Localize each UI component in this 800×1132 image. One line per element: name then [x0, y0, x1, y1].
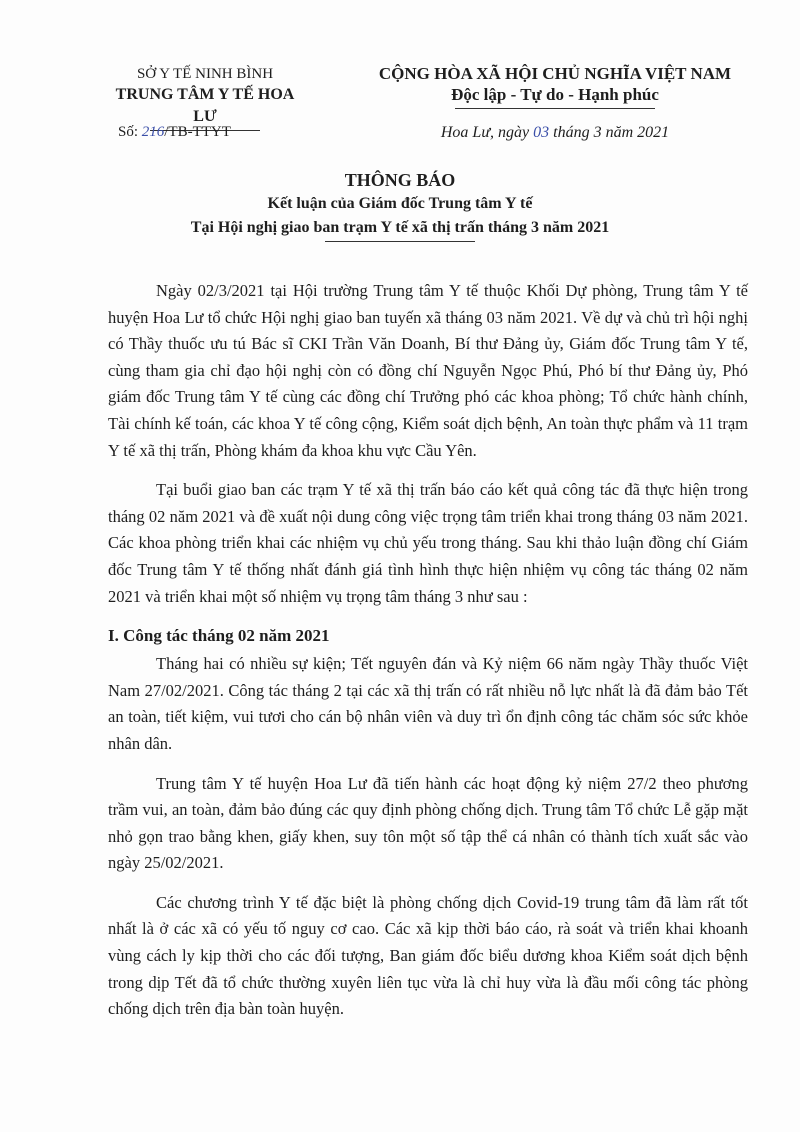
paragraph-anniversary: Trung tâm Y tế huyện Hoa Lư đã tiến hành các hoạt động kỷ niệm 27/2 theo phương trầm vui, an toàn, đảm bảo đúng các quy định phòng chống dịch. Trung tâm Tổ chức Lễ gặp mặt nhỏ gọn trao bằng khen, giấy khen, suy tôn một số tập thể cá nhân có thành tích xuất sắc vào ngày 25/02/2021.	[108, 773, 748, 873]
date-prefix: Hoa Lư, ngày	[440, 124, 530, 141]
document-title-block	[100, 168, 700, 242]
paragraph-february: Tháng hai có nhiều sự kiện; Tết nguyên đán và Kỷ niệm 66 năm ngày Thầy thuốc Việt Nam 27/02/2021. Công tác tháng 2 tại các xã thị trấn có rất nhiều nỗ lực nhất là đã đảm bảo Tết an toàn, tiết kiệm, vui tươi cho cán bộ nhân viên và duy trì ổn định công tác chăm sóc sức khỏe nhân dân.	[108, 654, 748, 753]
parent-agency: SỞ Y TẾ NINH BÌNH	[136, 66, 274, 82]
document-subtitle-2: Tại Hội nghị giao ban trạm Y tế xã thị trấn tháng 3 năm 2021	[190, 219, 610, 236]
document-date	[405, 124, 705, 142]
paragraph-covid: Các chương trình Y tế đặc biệt là phòng chống dịch Covid-19 trung tâm đã làm rất tốt nhất là ở các xã có yếu tố nguy cơ cao. Các xã kịp thời báo cáo, rà soát và triển khai khoanh vùng cách ly kịp thời cho các đối tượng, Ban giám đốc biểu dương khoa Kiểm soát dịch bệnh trong dịp Tết đã tổ chức thường xuyên liên tục vừa là chỉ huy vừa là đầu mối công tác phòng chống dịch trên địa bàn toàn huyện.	[108, 892, 748, 1019]
section-heading: I. Công tác tháng 02 năm 2021	[108, 626, 330, 646]
national-motto-block	[355, 64, 755, 109]
motto: Độc lập - Tự do - Hạnh phúc	[451, 85, 659, 104]
document-number	[118, 124, 231, 141]
date-suffix: tháng 3 năm 2021	[553, 124, 670, 141]
doc-number-suffix: /TB-TTYT	[164, 124, 231, 140]
motto-underline	[455, 108, 655, 109]
title-underline	[325, 241, 475, 242]
issuing-agency-block	[105, 64, 305, 131]
country-name: CỘNG HÒA XÃ HỘI CHỦ NGHĨA VIỆT NAM	[378, 64, 732, 83]
paragraph-meeting: Tại buổi giao ban các trạm Y tế xã thị trấn báo cáo kết quả công tác đã thực hiện trong tháng 02 năm 2021 và đề xuất nội dung công việc trọng tâm triển khai trong tháng 03 năm 2021. Các khoa phòng triển khai các nhiệm vụ chủ yếu trong tháng. Sau khi thảo luận đồng chí Giám đốc Trung tâm Y tế thống nhất đánh giá tình hình thực hiện nhiệm vụ công tác tháng 02 năm 2021 và triển khai một số nhiệm vụ trọng tâm tháng 3 như sau :	[108, 480, 748, 606]
document-title: THÔNG BÁO	[344, 170, 456, 190]
doc-number-handwritten: 216	[141, 124, 165, 140]
document-body	[108, 278, 748, 1036]
paragraph-intro: Ngày 02/3/2021 tại Hội trường Trung tâm Y tế thuộc Khối Dự phòng, Trung tâm Y tế huyện Hoa Lư tổ chức Hội nghị giao ban tuyến xã tháng 03 năm 2021. Về dự và chủ trì hội nghị có Thầy thuốc ưu tú Bác sĩ CKI Trần Văn Doanh, Bí thư Đảng ủy, Giám đốc Trung tâm Y tế, cùng tham gia chỉ đạo hội nghị còn có đồng chí Nguyễn Ngọc Phú, Phó bí thư Đảng ủy, Phó giám đốc Trung tâm Y tế cùng các đồng chí Trưởng phó các khoa phòng; Tổ chức hành chính, Tài chính kế toán, các khoa Y tế công cộng, Kiểm soát dịch bệnh, An toàn thực phẩm và 11 trạm Y tế xã thị trấn, Phòng khám đa khoa khu vực Cầu Yên.	[108, 281, 748, 460]
issuing-agency: TRUNG TÂM Y TẾ HOA LƯ	[115, 86, 295, 125]
date-day-handwritten: 03	[533, 124, 550, 141]
doc-number-prefix: Số:	[118, 124, 139, 140]
document-subtitle: Kết luận của Giám đốc Trung tâm Y tế	[267, 195, 533, 212]
